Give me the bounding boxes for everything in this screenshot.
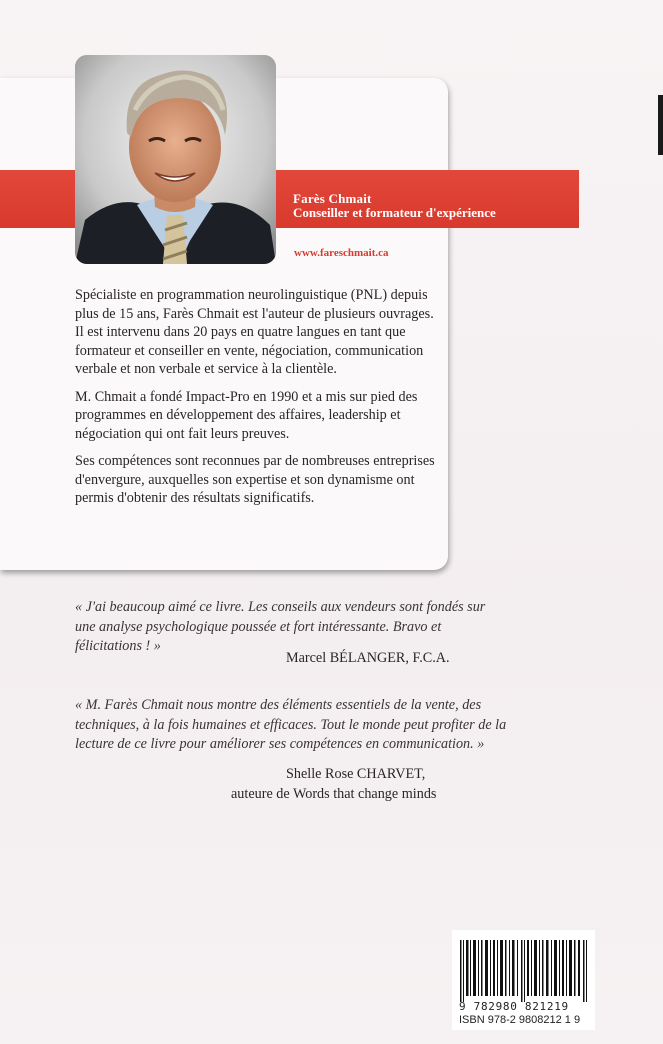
author-name: Farès Chmait <box>293 191 372 206</box>
bio-paragraph-3: Ses compétences sont reconnues par de nombreuses entreprises d'envergure, auxquelles son expertise et son dynamisme ont permis d'obtenir des résultats significatifs. <box>75 453 435 506</box>
spine-mark <box>658 95 663 155</box>
barcode-icon <box>460 940 588 1002</box>
isbn-number: ISBN 978-2 9808212 1 9 <box>459 1014 581 1026</box>
author-photo <box>75 55 276 264</box>
author-bio <box>75 286 440 517</box>
portrait-icon <box>75 55 276 264</box>
author-website-link[interactable]: www.fareschmait.ca <box>294 247 389 259</box>
barcode-digits: 9 782980 821219 <box>459 1000 569 1013</box>
testimonial-author-2: Shelle Rose CHARVET, <box>286 766 426 782</box>
bio-paragraph-2: M. Chmait a fondé Impact-Pro en 1990 et a mis sur pied des programmes en développement des affaires, leadership et négociation qui ont fait leurs preuves. <box>75 388 418 442</box>
testimonial-author-2-detail: auteure de Words that change minds <box>231 786 437 802</box>
author-role: Conseiller et formateur d'expérience <box>293 205 496 220</box>
testimonial-quote-1: « J'ai beaucoup aimé ce livre. Les conseils aux vendeurs sont fondés sur une analyse psychologique poussée et fort intéressante. Bravo et félicitations ! » <box>75 599 486 654</box>
bio-paragraph-1: Spécialiste en programmation neurolinguistique (PNL) depuis plus de 15 ans, Farès Chmait est l'auteur de plusieurs ouvrages. Il est intervenu dans 20 pays en quatre langues en tant que formateur et conseiller en vente, négociation, communication verbale et non verbale et service à la clientèle. <box>75 287 434 377</box>
testimonial-quote-2: « M. Farès Chmait nous montre des éléments essentiels de la vente, des techniques, à la fois humaines et efficaces. Tout le monde peut profiter de la lecture de ce livre pour améliorer ses compétences en communication. » <box>75 697 507 752</box>
testimonial-author-1: Marcel BÉLANGER, F.C.A. <box>286 650 450 666</box>
